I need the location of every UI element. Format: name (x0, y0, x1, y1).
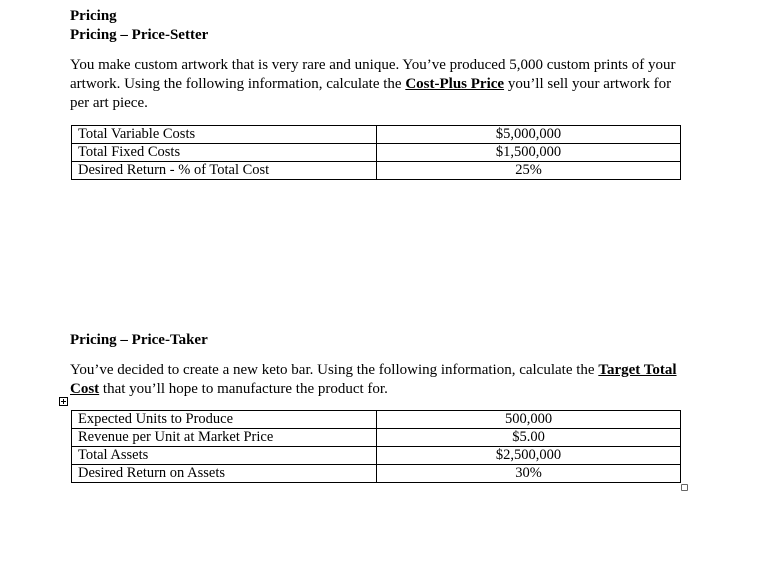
table-cell-label[interactable]: Revenue per Unit at Market Price (72, 429, 377, 447)
table-cell-value[interactable]: $2,500,000 (377, 447, 681, 465)
table-row (72, 411, 681, 429)
price-setter-text-start: You make custom artwork that is very rare and unique. You’ve produced 5,000 custom prints of your artwork. Using the following information, calculate the (70, 57, 676, 92)
resize-handle-icon[interactable] (681, 484, 688, 491)
price-setter-table[interactable] (71, 125, 681, 180)
price-taker-text-start: You’ve decided to create a new keto bar. Using the following information, calculate the (70, 362, 599, 378)
table-cell-value[interactable]: 500,000 (377, 411, 681, 429)
table-cell-value[interactable]: $5,000,000 (377, 126, 681, 144)
table-row (72, 126, 681, 144)
price-taker-paragraph (70, 361, 690, 399)
price-setter-paragraph (70, 56, 690, 113)
price-taker-table[interactable] (71, 410, 681, 483)
table-cell-label[interactable]: Expected Units to Produce (72, 411, 377, 429)
cost-plus-price-term: Cost-Plus Price (405, 76, 505, 92)
table-row (72, 465, 681, 483)
table-row (72, 429, 681, 447)
table-cell-value[interactable]: $5.00 (377, 429, 681, 447)
table-row (72, 144, 681, 162)
table-cell-label[interactable]: Total Assets (72, 447, 377, 465)
target-total-cost-term: Target Total Cost (70, 362, 677, 397)
table-cell-label[interactable]: Desired Return - % of Total Cost (72, 162, 377, 180)
table-row (72, 447, 681, 465)
table-cell-label[interactable]: Desired Return on Assets (72, 465, 377, 483)
move-handle-icon[interactable] (59, 397, 68, 406)
table-cell-label[interactable]: Total Fixed Costs (72, 144, 377, 162)
heading-price-taker: Pricing – Price-Taker (70, 332, 208, 348)
heading-pricing: Pricing (70, 8, 117, 24)
table-cell-value[interactable]: 30% (377, 465, 681, 483)
price-setter-text-end: you’ll sell your artwork for per art piece. (70, 76, 672, 111)
table-cell-label[interactable]: Total Variable Costs (72, 126, 377, 144)
price-taker-text-end: that you’ll hope to manufacture the product for. (99, 381, 388, 397)
table-cell-value[interactable]: $1,500,000 (377, 144, 681, 162)
heading-price-setter: Pricing – Price-Setter (70, 27, 209, 43)
table-cell-value[interactable]: 25% (377, 162, 681, 180)
table-row (72, 162, 681, 180)
